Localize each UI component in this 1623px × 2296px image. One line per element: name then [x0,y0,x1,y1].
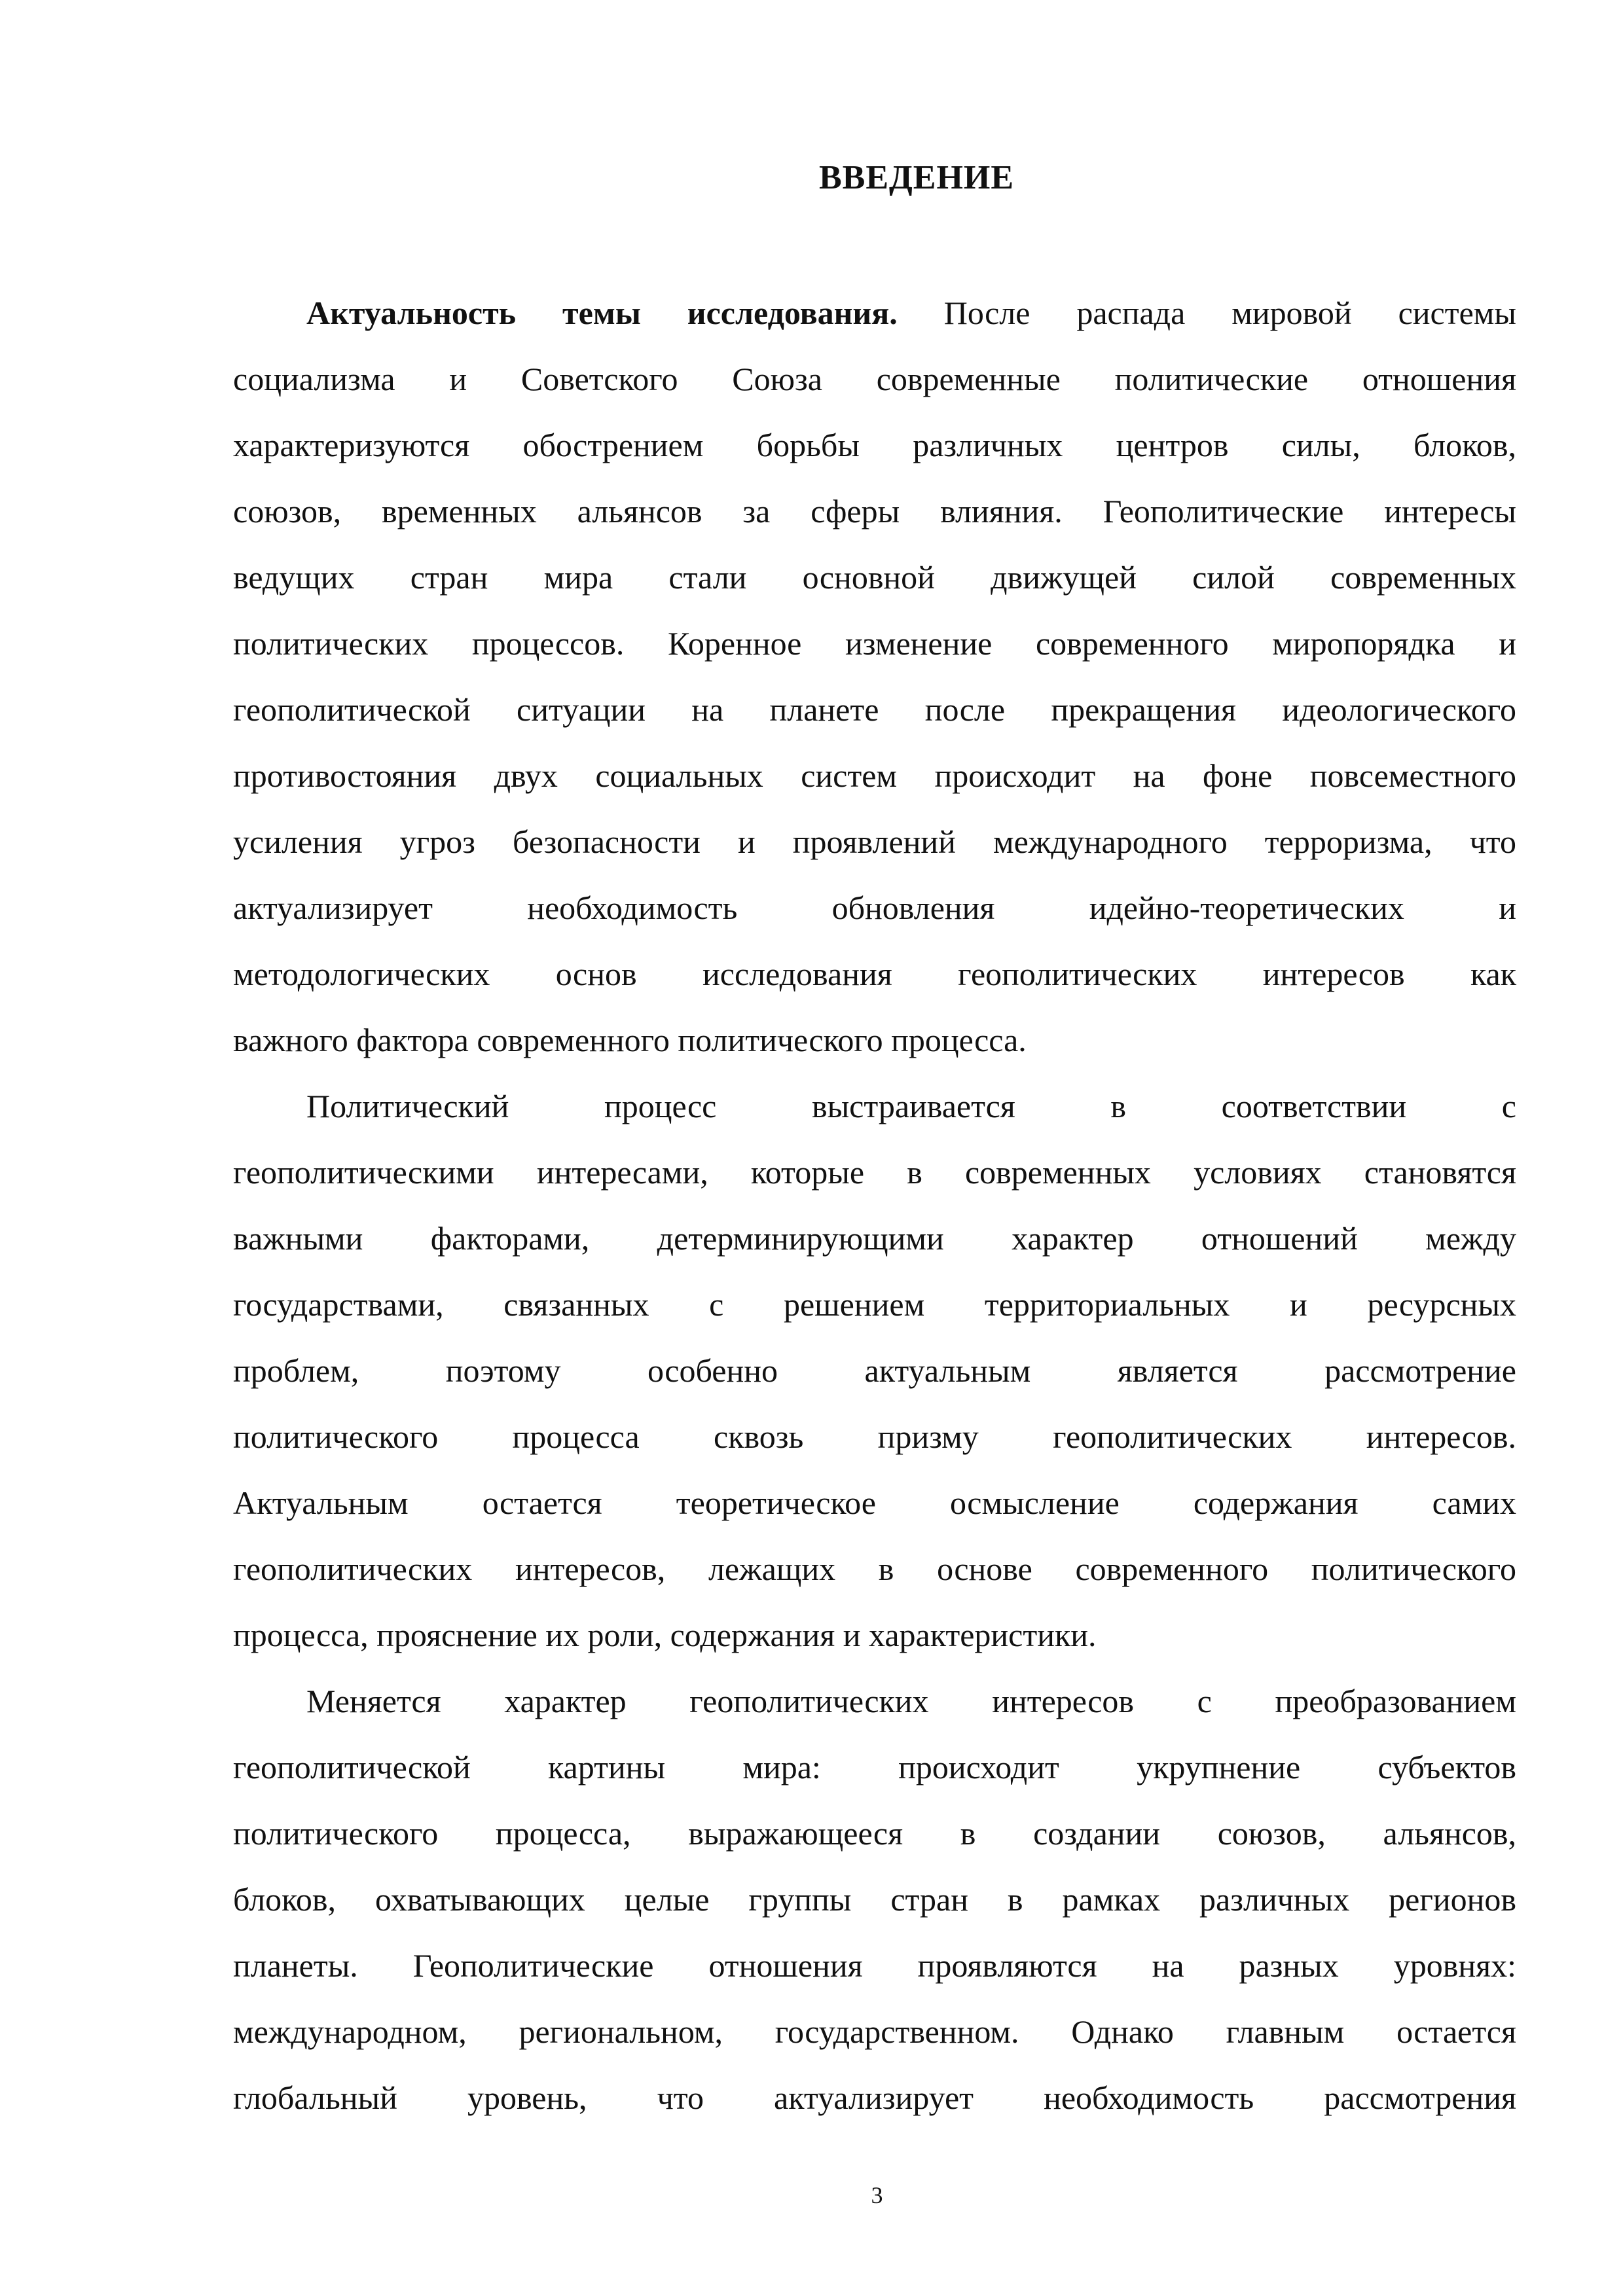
paragraph-3-line: Меняется характер геополитических интересов с преобразованием [306,1683,1516,1719]
paragraph-1-line: социализма и Советского Союза современные политические отношения [233,361,1516,397]
paragraph-2-line: государствами, связанных с решением территориальных и ресурсных [233,1286,1516,1323]
paragraph-1-line: важного фактора современного политического процесса. [233,1022,1027,1058]
paragraph-2-line: процесса, прояснение их роли, содержания и характеристики. [233,1617,1097,1653]
paragraph-1-line: союзов, временных альянсов за сферы влияния. Геополитические интересы [233,493,1516,529]
paragraph-1-lead-bold: Актуальность темы исследования. [306,295,898,331]
page-heading: ВВЕДЕНИЕ [818,159,1015,196]
paragraph-1-line: геополитической ситуации на планете после прекращения идеологического [233,691,1516,728]
paragraph-2-line: политического процесса сквозь призму геополитических интересов. [233,1418,1516,1455]
paragraph-1-line: политических процессов. Коренное изменение современного миропорядка и [233,625,1516,662]
paragraph-1-line: ведущих стран мира стали основной движущей силой современных [233,559,1516,596]
paragraph-2-line: Актуальным остается теоретическое осмысление содержания самих [233,1484,1516,1521]
paragraph-2-line: важными факторами, детерминирующими характер отношений между [233,1220,1516,1257]
paragraph-2-line: Политический процесс выстраивается в соответствии с [306,1088,1516,1124]
paragraph-1-line: усиления угроз безопасности и проявлений международного терроризма, что [233,823,1516,860]
paragraph-1-line: характеризуются обострением борьбы различных центров силы, блоков, [233,427,1516,463]
paragraph-2-line: проблем, поэтому особенно актуальным является рассмотрение [233,1352,1516,1389]
paragraph-1-line-1 [233,280,1516,346]
paragraph-3-line: международном, региональном, государственном. Однако главным остается [233,2013,1516,2050]
paragraph-3-line: геополитической картины мира: происходит укрупнение субъектов [233,1749,1516,1785]
page-number: 3 [871,2182,883,2208]
paragraph-2-line: геополитических интересов, лежащих в основе современного политического [233,1551,1516,1587]
paragraph-1-line: противостояния двух социальных систем происходит на фоне повсеместного [233,757,1516,794]
paragraph-1-line: методологических основ исследования геополитических интересов как [233,956,1516,992]
paragraph-3-line: глобальный уровень, что актуализирует необходимость рассмотрения [233,2079,1516,2116]
paragraph-3-line: политического процесса, выражающееся в создании союзов, альянсов, [233,1815,1516,1852]
paragraph-3-line: блоков, охватывающих целые группы стран в рамках различных регионов [233,1881,1516,1918]
paragraph-2-line: геополитическими интересами, которые в современных условиях становятся [233,1154,1516,1191]
paragraph-3-line: планеты. Геополитические отношения проявляются на разных уровнях: [233,1947,1516,1984]
paragraph-1-line: актуализирует необходимость обновления идейно-теоретических и [233,889,1516,926]
paragraph-1-lead-rest: После распада мировой системы [897,295,1517,331]
body-text [233,280,1516,2131]
